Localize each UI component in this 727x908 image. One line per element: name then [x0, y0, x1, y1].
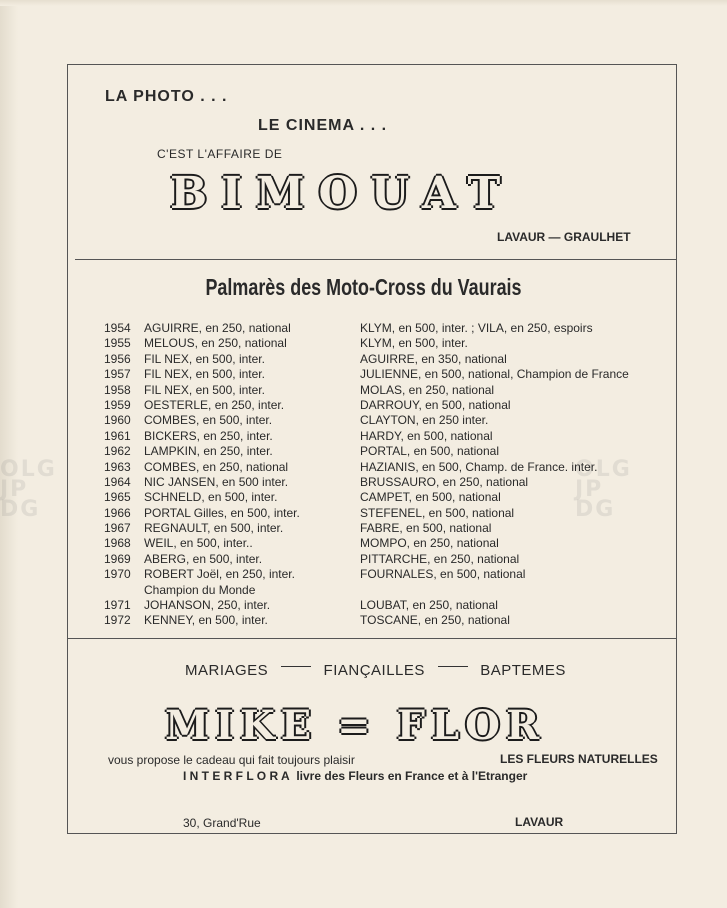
brand-bimouat: BIMOUAT	[170, 168, 515, 219]
row-entry-left: LAMPKIN, en 250, inter.	[144, 444, 273, 459]
row-entry-left: OESTERLE, en 250, inter.	[144, 397, 285, 412]
dash	[281, 666, 311, 667]
page-shadow	[0, 0, 727, 6]
table-row	[104, 398, 664, 413]
row-entry-left: REGNAULT, en 500, inter.	[144, 521, 284, 536]
ad-town: LAVAUR	[515, 815, 564, 829]
table-row	[104, 598, 664, 613]
dash	[438, 666, 468, 667]
service-item: MARIAGES	[185, 662, 269, 679]
row-entry-left: BICKERS, en 250, inter.	[144, 428, 273, 443]
row-entry-right: TOSCANE, en 250, national	[360, 613, 510, 628]
row-entry-right: PORTAL, en 500, national	[360, 444, 499, 459]
row-entry-left: JOHANSON, 250, inter.	[144, 598, 271, 613]
row-entry-left: ABERG, en 500, inter.	[144, 551, 263, 566]
table-row	[104, 444, 664, 459]
interflora-line	[183, 769, 527, 783]
service-item: BAPTEMES	[480, 662, 566, 679]
table-row	[104, 536, 664, 551]
row-year: 1964	[104, 474, 131, 489]
row-year: 1968	[104, 536, 131, 551]
row-year: 1963	[104, 459, 131, 474]
ad-photo-line: LA PHOTO . . .	[105, 88, 228, 105]
row-year: 1966	[104, 505, 131, 520]
ad-tagline: vous propose le cadeau qui fait toujours plaisir	[108, 753, 355, 767]
table-row	[104, 490, 664, 505]
table-row	[104, 613, 664, 628]
table-row	[104, 583, 664, 598]
table-row	[104, 429, 664, 444]
watermark-line: OLG	[575, 457, 632, 482]
ad-address: 30, Grand'Rue	[183, 816, 261, 830]
watermark-line: JP	[0, 477, 29, 502]
table-row	[104, 367, 664, 382]
row-entry-left: SCHNELD, en 500, inter.	[144, 490, 278, 505]
row-entry-right: KLYM, en 500, inter. ; VILA, en 250, espoirs	[360, 321, 593, 335]
divider	[68, 638, 677, 639]
table-row	[104, 475, 664, 490]
table-row	[104, 321, 664, 336]
table-row	[104, 383, 664, 398]
row-year: 1969	[104, 551, 131, 566]
row-entry-right: HARDY, en 500, national	[360, 428, 493, 443]
row-entry-right: FABRE, en 500, national	[360, 521, 492, 536]
table-row	[104, 352, 664, 367]
row-entry-right: LOUBAT, en 250, national	[360, 598, 498, 613]
table-row	[104, 506, 664, 521]
row-entry-left: ROBERT Joël, en 250, inter.	[144, 567, 295, 582]
watermark-line: OLG	[0, 457, 57, 482]
row-entry-right: CLAYTON, en 250 inter.	[360, 413, 489, 428]
interflora-name: I N T E R F L O R A	[183, 769, 290, 783]
row-entry-right: DARROUY, en 500, national	[360, 397, 511, 412]
row-entry-left: FIL NEX, en 500, inter.	[144, 351, 265, 366]
table-row	[104, 521, 664, 536]
row-entry-left: COMBES, en 250, national	[144, 459, 289, 474]
row-entry-left: FIL NEX, en 500, inter.	[144, 382, 265, 397]
row-year: 1962	[104, 444, 131, 459]
row-year: 1961	[104, 428, 131, 443]
table-row	[104, 413, 664, 428]
row-entry-right: JULIENNE, en 500, national, Champion de France	[360, 367, 629, 382]
palmares-table	[104, 321, 664, 629]
row-entry-left: Champion du Monde	[144, 582, 256, 597]
services-line	[185, 662, 566, 679]
watermark-line: DG	[0, 497, 41, 522]
service-item: FIANÇAILLES	[323, 662, 425, 679]
row-entry-left: PORTAL Gilles, en 500, inter.	[144, 505, 300, 520]
table-row	[104, 336, 664, 351]
row-year: 1965	[104, 490, 131, 505]
row-entry-right: KLYM, en 500, inter.	[360, 336, 468, 351]
row-entry-right: AGUIRRE, en 350, national	[360, 351, 507, 366]
row-entry-right: MOLAS, en 250, national	[360, 382, 495, 397]
watermark	[0, 457, 57, 522]
row-entry-right: CAMPET, en 500, national	[360, 490, 501, 505]
row-entry-left: KENNEY, en 500, inter.	[144, 613, 268, 628]
ad-location: LAVAUR — GRAULHET	[497, 230, 631, 244]
table-row	[104, 460, 664, 475]
watermark-line: DG	[575, 497, 616, 522]
row-entry-left: WEIL, en 500, inter..	[144, 536, 253, 551]
ad-affaire-line: C'EST L'AFFAIRE DE	[157, 147, 283, 161]
row-entry-left: COMBES, en 500, inter.	[144, 413, 273, 428]
row-entry-right: HAZIANIS, en 500, Champ. de France. inter.	[360, 459, 598, 474]
row-year: 1954	[104, 321, 131, 335]
page-edge	[0, 0, 18, 908]
row-entry-right: STEFENEL, en 500, national	[360, 505, 515, 520]
row-entry-left: FIL NEX, en 500, inter.	[144, 367, 265, 382]
row-year: 1967	[104, 521, 131, 536]
row-year: 1957	[104, 367, 131, 382]
row-year: 1958	[104, 382, 131, 397]
row-entry-right: FOURNALES, en 500, national	[360, 567, 526, 582]
row-entry-left: MELOUS, en 250, national	[144, 336, 287, 351]
watermark-line: JP	[575, 477, 604, 502]
row-year: 1955	[104, 336, 131, 351]
row-year: 1972	[104, 613, 131, 628]
row-year: 1956	[104, 351, 131, 366]
row-entry-right: MOMPO, en 250, national	[360, 536, 499, 551]
row-year: 1970	[104, 567, 131, 582]
interflora-rest: livre des Fleurs en France et à l'Etranger	[296, 769, 528, 783]
row-entry-right: BRUSSAURO, en 250, national	[360, 474, 529, 489]
ad-natural: LES FLEURS NATURELLES	[500, 752, 658, 766]
row-year: 1959	[104, 397, 131, 412]
row-year: 1971	[104, 598, 131, 613]
row-entry-right: PITTARCHE, en 250, national	[360, 551, 520, 566]
page-title: Palmarès des Moto-Cross du Vaurais	[205, 274, 522, 300]
row-entry-left: AGUIRRE, en 250, national	[144, 321, 291, 335]
divider	[75, 259, 677, 260]
row-year: 1960	[104, 413, 131, 428]
row-entry-left: NIC JANSEN, en 500 inter.	[144, 474, 289, 489]
table-row	[104, 552, 664, 567]
ad-cinema-line: LE CINEMA . . .	[258, 117, 388, 134]
table-row	[104, 567, 664, 582]
brand-mike-flor: MIKE = FLOR	[165, 702, 546, 749]
